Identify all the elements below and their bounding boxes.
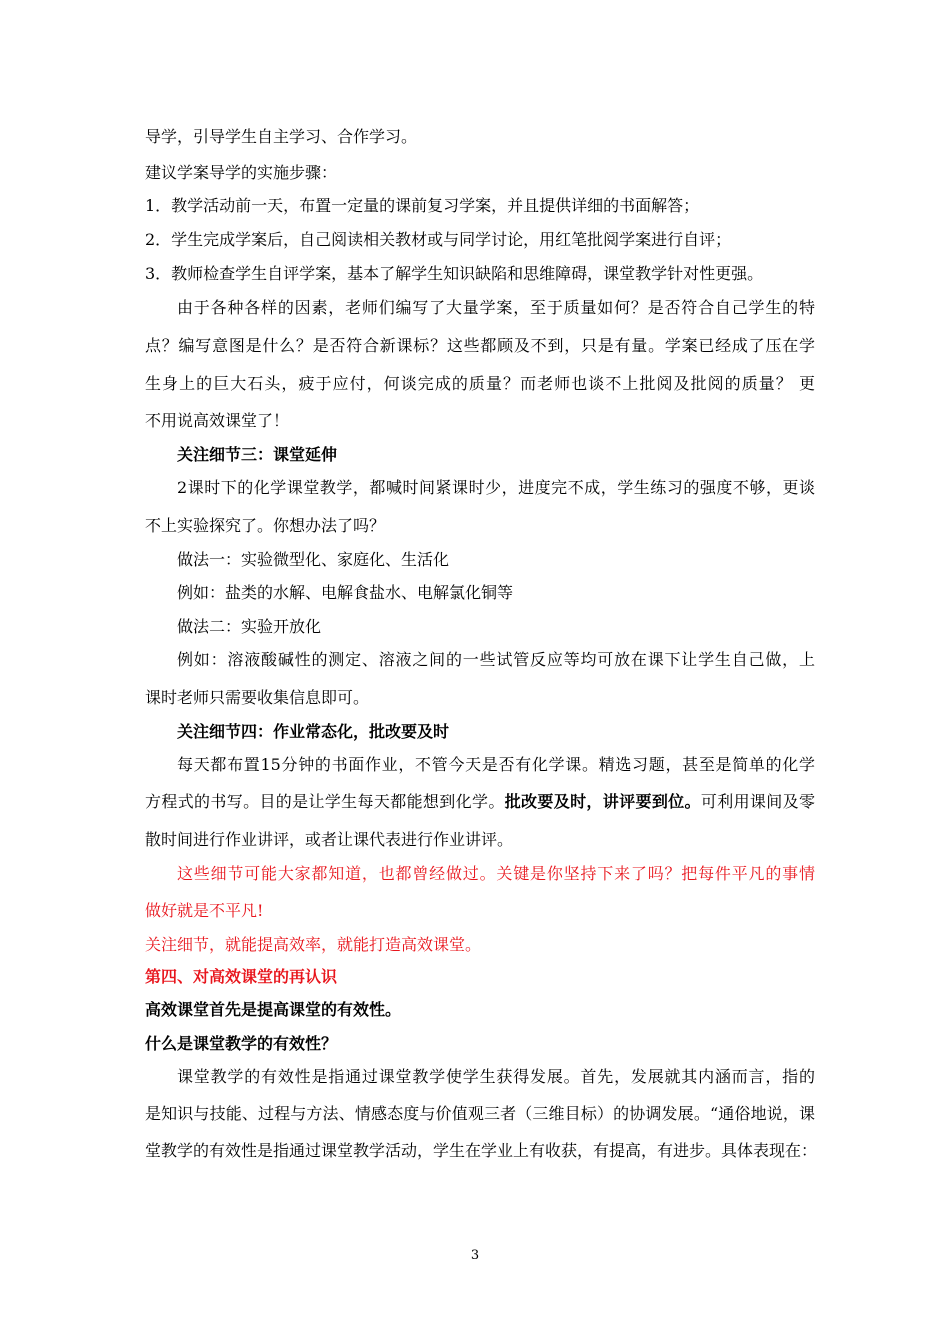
- paragraph-line: 不上实验探究了。你想办法了吗？: [145, 516, 386, 535]
- text-line: 例如：盐类的水解、电解食盐水、电解氯化铜等: [177, 583, 514, 602]
- list-item: 2．学生完成学案后，自己阅读相关教材或与同学讨论，用红笔批阅学案进行自评；: [145, 230, 732, 249]
- red-emphasis-line: 做好就是不平凡!: [145, 901, 264, 920]
- paragraph-line: 2课时下的化学课堂教学，都喊时间紧课时少，进度完不成，学生练习的强度不够，更谈: [177, 478, 815, 497]
- text-segment: 可利用课间及零: [700, 792, 815, 811]
- paragraph-line: 课时老师只需要收集信息即可。: [145, 688, 370, 707]
- text-line: 导学，引导学生自主学习、合作学习。: [145, 127, 418, 146]
- paragraph-line: 不用说高效课堂了！: [145, 411, 290, 430]
- paragraph-line: 生身上的巨大石头，疲于应付，何谈完成的质量？而老师也谈不上批阅及批阅的质量？ 更: [145, 374, 815, 393]
- list-item: 3．教师检查学生自评学案，基本了解学生知识缺陷和思维障碍，课堂教学针对性更强。: [145, 264, 764, 283]
- paragraph-line: 是知识与技能、过程与方法、情感态度与价值观三者（三维目标）的协调发展。“通俗地说，课: [145, 1104, 815, 1123]
- paragraph-line: 散时间进行作业讲评，或者让课代表进行作业讲评。: [145, 830, 514, 849]
- text-line: 做法二：实验开放化: [177, 617, 322, 636]
- page-number: 3: [470, 1248, 480, 1263]
- section-heading: 关注细节四：作业常态化，批改要及时: [177, 722, 450, 741]
- paragraph-line: 堂教学的有效性是指通过课堂教学活动，学生在学业上有收获，有提高，有进步。具体表现在：: [145, 1141, 818, 1160]
- list-item: 1．教学活动前一天，布置一定量的课前复习学案，并且提供详细的书面解答；: [145, 196, 700, 215]
- paragraph-line: [145, 792, 815, 812]
- red-emphasis-line: 这些细节可能大家都知道，也都曾经做过。关键是你坚持下来了吗？把每件平凡的事情: [177, 864, 815, 883]
- section-heading: 第四、对高效课堂的再认识: [145, 967, 338, 986]
- bold-statement: 高效课堂首先是提高课堂的有效性。: [145, 1000, 402, 1019]
- text-line: 做法一：实验微型化、家庭化、生活化: [177, 550, 450, 569]
- red-emphasis-line: 关注细节，就能提高效率，就能打造高效课堂。: [145, 935, 482, 954]
- paragraph-line: 由于各种各样的因素，老师们编写了大量学案，至于质量如何？是否符合自己学生的特: [177, 298, 815, 317]
- text-line: 建议学案导学的实施步骤：: [145, 163, 338, 182]
- bold-emphasis: 批改要及时，讲评要到位。: [504, 792, 701, 811]
- paragraph-line: 每天都布置15分钟的书面作业，不管今天是否有化学课。精选习题，甚至是简单的化学: [177, 755, 815, 774]
- paragraph-line: 课堂教学的有效性是指通过课堂教学使学生获得发展。首先，发展就其内涵而言，指的: [177, 1067, 815, 1086]
- paragraph-line: 例如：溶液酸碱性的测定、溶液之间的一些试管反应等均可放在课下让学生自己做，上: [177, 650, 815, 669]
- paragraph-line: 点？编写意图是什么？是否符合新课标？这些都顾及不到，只是有量。学案已经成了压在学: [145, 336, 815, 355]
- section-heading: 关注细节三：课堂延伸: [177, 445, 338, 464]
- question-heading: 什么是课堂教学的有效性？: [145, 1034, 338, 1053]
- text-segment: 方程式的书写。目的是让学生每天都能想到化学。: [145, 792, 505, 811]
